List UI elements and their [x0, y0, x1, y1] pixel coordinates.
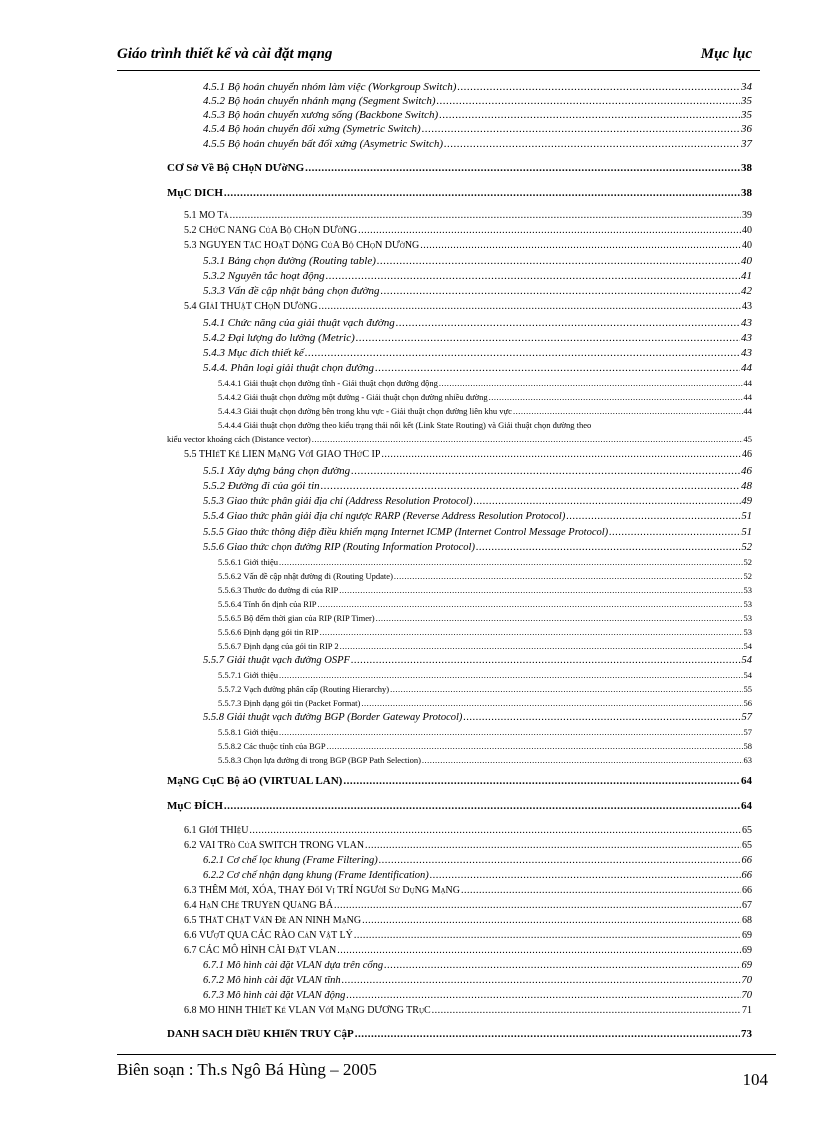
toc-subentry[interactable]: 5.5.7.3 Định dạng gói tin (Packet Format) ..... 56	[218, 699, 752, 708]
toc-chapter[interactable]: CƠ Sở Về Bộ CHọN DƯờNG ..... 38	[167, 163, 752, 174]
toc-section[interactable]: 5.5 THIếT Kế LIEN MạNG VớI GIAO THứC IP ..... 46	[184, 450, 752, 460]
toc-entry[interactable]: 4.5.1 Bộ hoán chuyển nhóm làm việc (Workgroup Switch) ..... 34	[203, 82, 752, 93]
toc-entry[interactable]: 5.4.3 Mục đích thiết kế ..... 43	[203, 348, 752, 359]
toc-section[interactable]: 5.1 MO Tả ..... 39	[184, 211, 752, 221]
page-number: 104	[742, 1070, 768, 1089]
toc-chapter[interactable]: MạNG CụC Bộ ảO (VIRTUAL LAN) ..... 64	[167, 776, 752, 787]
footer-rule	[117, 1054, 776, 1055]
toc-chapter[interactable]: MụC DICH ..... 38	[167, 188, 752, 199]
toc-section[interactable]: 6.6 VƯợT QUA CÁC RÀO CảN VậT LÝ ..... 69	[184, 931, 752, 941]
footer-author: Biên soạn : Th.s Ngô Bá Hùng – 2005	[117, 1060, 377, 1079]
toc-chapter[interactable]: DANH SACH DIềU KHIểN TRUY CậP ..... 73	[167, 1029, 752, 1040]
toc-entry[interactable]: 6.7.2 Mô hình cài đặt VLAN tĩnh ..... 70	[203, 976, 752, 987]
toc-entry[interactable]: 5.3.3 Vấn đề cập nhật bảng chọn đường ..... 42	[203, 286, 752, 297]
toc-entry[interactable]: 4.5.3 Bộ hoán chuyển xương sống (Backbone Switch) ..... 35	[203, 110, 752, 121]
toc-entry[interactable]: 5.4.2 Đại lượng đo lường (Metric) ..... 43	[203, 333, 752, 344]
toc-subentry[interactable]: 5.5.6.5 Bộ đếm thời gian của RIP (RIP Timer) ..... 53	[218, 614, 752, 623]
toc-subentry[interactable]: 5.5.6.3 Thước đo đường đi của RIP ..... 53	[218, 586, 752, 595]
toc-subentry[interactable]: 5.5.6.2 Vấn đề cập nhật đường đi (Routing Update) ..... 52	[218, 572, 752, 581]
toc-entry[interactable]: 4.5.5 Bộ hoán chuyển bất đối xứng (Asymetric Switch) ..... 37	[203, 139, 752, 150]
toc-section[interactable]: 6.5 THắT CHặT VấN Đề AN NINH MạNG ..... 68	[184, 916, 752, 926]
toc-subentry[interactable]: 5.4.4.2 Giải thuật chọn đường một đường - Giải thuật chọn đường nhiều đường ..... 44	[218, 393, 752, 402]
toc-subentry[interactable]: 5.5.7.1 Giới thiệu ..... 54	[218, 671, 752, 680]
toc-entry[interactable]: 5.5.4 Giao thức phân giải địa chỉ ngược RARP (Reverse Address Resolution Protocol) ..... 51	[203, 512, 752, 523]
toc-entry[interactable]: 5.4.4. Phân loại giải thuật chọn đường ..... 44	[203, 363, 752, 374]
toc-subentry[interactable]: 5.5.6.7 Định dạng của gói tin RIP 2 ..... 54	[218, 642, 752, 651]
toc-entry[interactable]: 6.7.3 Mô hình cài đặt VLAN động ..... 70	[203, 991, 752, 1002]
toc-subentry[interactable]: 5.5.6.4 Tính ổn định của RIP ..... 53	[218, 600, 752, 609]
toc-subentry-continued[interactable]: kiểu vector khoảng cách (Distance vector) ..... 45	[167, 435, 752, 444]
toc-entry[interactable]: 6.2.1 Cơ chế lọc khung (Frame Filtering) ..... 66	[203, 856, 752, 867]
toc-entry[interactable]: 6.2.2 Cơ chế nhận dạng khung (Frame Identification) ..... 66	[203, 871, 752, 882]
toc-entry[interactable]: 5.3.1 Bảng chọn đường (Routing table) ..... 40	[203, 256, 752, 267]
toc-entry[interactable]: 5.5.5 Giao thức thông điệp điều khiển mạng Internet ICMP (Internet Control Message Protocol) ..... 51	[203, 528, 752, 539]
toc-section[interactable]: 5.4 GIảI THUậT CHọN DƯờNG ..... 43	[184, 302, 752, 312]
toc-entry[interactable]: 5.5.3 Giao thức phân giải địa chỉ (Address Resolution Protocol) ..... 49	[203, 497, 752, 508]
toc-section[interactable]: 6.3 THÊM MớI, XÓA, THAY ĐổI Vị TRÍ NGƯờI Sử DụNG MạNG ..... 66	[184, 886, 752, 896]
toc-entry[interactable]: 5.4.1 Chức năng của giải thuật vạch đường ..... 43	[203, 318, 752, 329]
toc-section[interactable]: 6.7 CÁC MÔ HÌNH CÀI ĐặT VLAN ..... 69	[184, 946, 752, 956]
toc-subentry-wrapped[interactable]: 5.4.4.4 Giải thuật chọn đường theo kiểu trạng thái nối kết (Link State Routing) và Giải thuật chọn đường theo	[218, 420, 592, 430]
toc-section[interactable]: 6.1 GIớI THIệU ..... 65	[184, 826, 752, 836]
toc-entry[interactable]: 4.5.4 Bộ hoán chuyển đối xứng (Symetric Switch) ..... 36	[203, 124, 752, 135]
toc-subentry[interactable]: 5.5.8.3 Chọn lựa đường đi trong BGP (BGP Path Selection) ..... 63	[218, 756, 752, 765]
toc-subentry[interactable]: 5.4.4.1 Giải thuật chọn đường tĩnh - Giải thuật chọn đường động ..... 44	[218, 379, 752, 388]
toc-entry[interactable]: 6.7.1 Mô hình cài đặt VLAN dựa trên cổng ..... 69	[203, 961, 752, 972]
toc-subentry[interactable]: 5.5.8.1 Giới thiệu ..... 57	[218, 728, 752, 737]
header-section: Mục lục	[700, 46, 752, 62]
toc-section[interactable]: 5.3 NGUYEN TắC HOạT DộNG CủA Bộ CHọN DƯờNG ..... 40	[184, 241, 752, 251]
toc-entry[interactable]: 5.5.8 Giải thuật vạch đường BGP (Border Gateway Protocol) ..... 57	[203, 713, 752, 724]
toc-entry[interactable]: 5.5.6 Giao thức chọn đường RIP (Routing Information Protocol) ..... 52	[203, 543, 752, 554]
toc-entry[interactable]: 5.5.1 Xây dựng bảng chọn đường ..... 46	[203, 466, 752, 477]
toc-subentry[interactable]: 5.5.7.2 Vạch đường phân cấp (Routing Hierarchy) ..... 55	[218, 685, 752, 694]
toc-subentry[interactable]: 5.5.6.6 Định dạng gói tin RIP ..... 53	[218, 628, 752, 637]
toc-subentry[interactable]: 5.5.6.1 Giới thiệu ..... 52	[218, 558, 752, 567]
header-title: Giáo trình thiết kế và cài đặt mạng	[117, 46, 333, 62]
toc-subentry[interactable]: 5.4.4.3 Giải thuật chọn đường bên trong khu vực - Giải thuật chọn đường liên khu vực ..... 44	[218, 407, 752, 416]
toc-chapter[interactable]: MụC ĐÍCH ..... 64	[167, 801, 752, 812]
toc-subentry[interactable]: 5.5.8.2 Các thuộc tính của BGP ..... 58	[218, 742, 752, 751]
toc-section[interactable]: 6.2 VAI TRò CủA SWITCH TRONG VLAN ..... 65	[184, 841, 752, 851]
toc-entry[interactable]: 5.3.2 Nguyên tắc hoạt động ..... 41	[203, 271, 752, 282]
toc-section[interactable]: 6.4 HạN CHế TRUYềN QUảNG BÁ ..... 67	[184, 901, 752, 911]
toc-section[interactable]: 5.2 CHứC NANG CủA Bộ CHọN DƯờNG ..... 40	[184, 226, 752, 236]
toc-entry[interactable]: 4.5.2 Bộ hoán chuyển nhánh mạng (Segment Switch) ..... 35	[203, 96, 752, 107]
toc-entry[interactable]: 5.5.7 Giải thuật vạch đường OSPF ..... 54	[203, 656, 752, 667]
toc-entry[interactable]: 5.5.2 Đường đi của gói tin ..... 48	[203, 481, 752, 492]
toc-section[interactable]: 6.8 MO HINH THIếT Kế VLAN VớI MạNG DƯƠNG TRụC ..... 71	[184, 1006, 752, 1016]
